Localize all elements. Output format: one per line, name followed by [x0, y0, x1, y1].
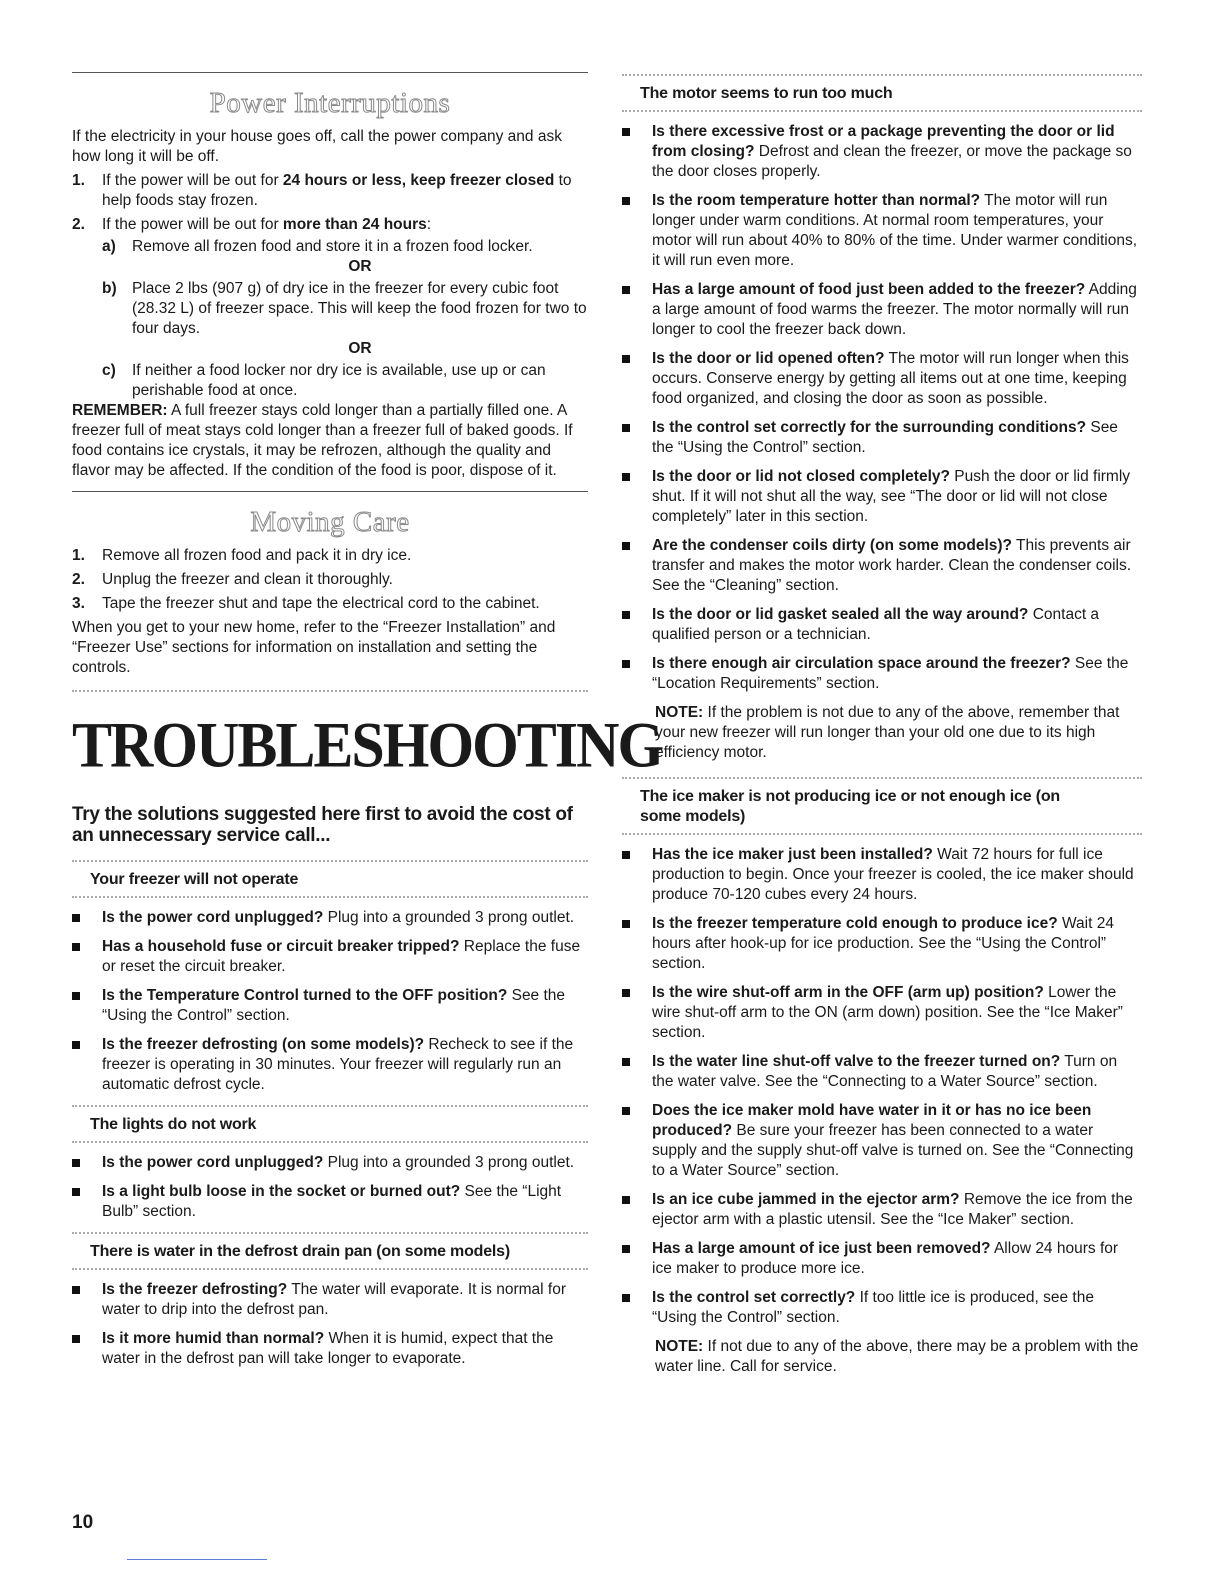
list-item: Is the control set correctly for the surrounding conditions? See the “Using the Control” section.: [622, 418, 1142, 458]
square-bullet-icon: [72, 943, 80, 951]
category-heading: The ice maker is not producing ice or not enough ice (on some models): [640, 788, 1060, 825]
list-item: Is the water line shut-off valve to the freezer turned on? Turn on the water valve. See the “Connecting to a Water Source” section.: [622, 1052, 1142, 1092]
category-items: [72, 1280, 588, 1369]
square-bullet-icon: [622, 473, 630, 481]
list-item: Is there enough air circulation space around the freezer? See the “Location Requirements” section.: [622, 654, 1142, 694]
square-bullet-icon: [72, 992, 80, 1000]
list-item: Is the power cord unplugged? Plug into a grounded 3 prong outlet.: [72, 1153, 588, 1173]
square-bullet-icon: [72, 914, 80, 922]
page-number: 10: [72, 1512, 94, 1533]
power-steps: [72, 171, 588, 235]
footer-line: [127, 1559, 267, 1560]
moving-step: 3. Tape the freezer shut and tape the electrical cord to the cabinet.: [72, 595, 540, 612]
square-bullet-icon: [72, 1188, 80, 1196]
list-item: Are the condenser coils dirty (on some models)? This prevents air transfer and makes the motor work harder. Clean the condenser coils. See the “Cleaning” section.: [622, 536, 1142, 596]
square-bullet-icon: [622, 355, 630, 363]
category-heading: The lights do not work: [90, 1116, 257, 1133]
power-substep-a: a) Remove all frozen food and store it in a frozen food locker.: [102, 238, 533, 255]
list-item: Is the door or lid not closed completely? Push the door or lid firmly shut. If it will not shut all the way, see “The door or lid will not close completely” later in this section.: [622, 467, 1142, 527]
category-rule: [72, 896, 588, 898]
list-item: Has a large amount of food just been added to the freezer? Adding a large amount of food warms the freezer. The motor normally will run longer to cool the freezer back down.: [622, 280, 1142, 340]
moving-steps: [72, 546, 588, 614]
category-heading: Your freezer will not operate: [90, 871, 299, 888]
power-substep-b: b) Place 2 lbs (907 g) of dry ice in the freezer for every cubic foot (28.32 L) of freezer space. This will keep the food frozen for two to four days.: [102, 280, 587, 337]
category-items: [622, 122, 1142, 694]
category-rule: [72, 1268, 588, 1270]
square-bullet-icon: [622, 1058, 630, 1066]
list-item: Is the wire shut-off arm in the OFF (arm up) position? Lower the wire shut-off arm to the ON (arm down) position. See the “Ice Maker” section.: [622, 983, 1142, 1043]
moving-outro: When you get to your new home, refer to the “Freezer Installation” and “Freezer Use” sections for information on installation and setting the controls.: [72, 619, 556, 676]
square-bullet-icon: [622, 1196, 630, 1204]
list-item: Has the ice maker just been installed? Wait 72 hours for full ice production to begin. Once your freezer is cooled, the ice maker should produce 70-120 cubes every 24 hours.: [622, 845, 1142, 905]
list-item: Is it more humid than normal? When it is humid, expect that the water in the defrost pan will take longer to evaporate.: [72, 1329, 588, 1369]
list-item: Is the power cord unplugged? Plug into a grounded 3 prong outlet.: [72, 908, 588, 928]
right-column: [622, 62, 1142, 1385]
square-bullet-icon: [622, 1107, 630, 1115]
power-step-2: 2. If the power will be out for more than 24 hours:: [72, 216, 432, 233]
square-bullet-icon: [72, 1335, 80, 1343]
square-bullet-icon: [622, 611, 630, 619]
square-bullet-icon: [622, 197, 630, 205]
square-bullet-icon: [622, 128, 630, 136]
power-intro: If the electricity in your house goes off, call the power company and ask how long it will be off.: [72, 128, 562, 165]
list-item: Has a large amount of ice just been removed? Allow 24 hours for ice maker to produce more ice.: [622, 1239, 1142, 1279]
section-divider: [72, 72, 588, 73]
list-item: Has a household fuse or circuit breaker tripped? Replace the fuse or reset the circuit breaker.: [72, 937, 588, 977]
square-bullet-icon: [622, 286, 630, 294]
list-item: Is the door or lid opened often? The motor will run longer when this occurs. Conserve energy by getting all items out at one time, keeping food organized, and closing the door as soon as possible.: [622, 349, 1142, 409]
section-divider: [72, 491, 588, 492]
list-item: Is there excessive frost or a package preventing the door or lid from closing? Defrost and clean the freezer, or move the package so the door closes properly.: [622, 122, 1142, 182]
remember-paragraph: REMEMBER: A full freezer stays cold longer than a partially filled one. A freezer full of meat stays cold longer than a freezer full of baked goods. If food contains ice crystals, it may be refrozen, although the quality and flavor may be affected. If the condition of the food is poor, dispose of it.: [72, 402, 573, 479]
troubleshooting-title: TROUBLESHOOTING: [72, 709, 663, 781]
power-interruptions-title: Power Interruptions: [209, 87, 451, 119]
left-column: [72, 62, 663, 1378]
category-rule: [72, 1141, 588, 1143]
note-paragraph: NOTE: If not due to any of the above, there may be a problem with the water line. Call for service.: [655, 1338, 1139, 1375]
list-item: Is the freezer defrosting? The water will evaporate. It is normal for water to drip into the defrost pan.: [72, 1280, 588, 1320]
category-items: [72, 908, 588, 1095]
troubleshooting-intro: Try the solutions suggested here first to avoid the cost of an unnecessary service call...: [72, 804, 573, 846]
or-separator: OR: [348, 258, 372, 275]
square-bullet-icon: [72, 1286, 80, 1294]
square-bullet-icon: [72, 1159, 80, 1167]
square-bullet-icon: [622, 542, 630, 550]
note-paragraph: NOTE: If the problem is not due to any of the above, remember that your new freezer will run longer than your old one due to its high efficiency motor.: [655, 704, 1120, 761]
section-divider: [72, 690, 588, 692]
moving-step: 1. Remove all frozen food and pack it in dry ice.: [72, 547, 412, 564]
category-rule: [622, 833, 1142, 835]
list-item: Does the ice maker mold have water in it or has no ice been produced? Be sure your freezer has been connected to a water supply and the supply shut-off valve is turned on. See the “Connecting to a Water Source” section.: [622, 1101, 1142, 1181]
category-heading: The motor seems to run too much: [640, 85, 893, 102]
list-item: Is a light bulb loose in the socket or burned out? See the “Light Bulb” section.: [72, 1182, 588, 1222]
list-item: Is the freezer defrosting (on some models)? Recheck to see if the freezer is operating in 30 minutes. Your freezer will regularly run an automatic defrost cycle.: [72, 1035, 588, 1095]
list-item: Is an ice cube jammed in the ejector arm? Remove the ice from the ejector arm with a plastic utensil. See the “Ice Maker” section.: [622, 1190, 1142, 1230]
power-substep-c: c) If neither a food locker nor dry ice is available, use up or can perishable food at once.: [102, 362, 546, 399]
power-step-1: 1. If the power will be out for 24 hours or less, keep freezer closed to help foods stay frozen.: [72, 172, 572, 209]
category-items: [72, 1153, 588, 1222]
moving-step: 2. Unplug the freezer and clean it thoroughly.: [72, 571, 393, 588]
square-bullet-icon: [72, 1041, 80, 1049]
square-bullet-icon: [622, 920, 630, 928]
or-separator: OR: [348, 340, 372, 357]
square-bullet-icon: [622, 424, 630, 432]
list-item: Is the freezer temperature cold enough to produce ice? Wait 24 hours after hook-up for ice production. See the “Using the Control” section.: [622, 914, 1142, 974]
category-rule: [622, 110, 1142, 112]
category-heading: There is water in the defrost drain pan (on some models): [90, 1243, 510, 1260]
category-items: [622, 845, 1142, 1328]
square-bullet-icon: [622, 1245, 630, 1253]
square-bullet-icon: [622, 851, 630, 859]
moving-care-title: Moving Care: [250, 506, 410, 538]
list-item: Is the Temperature Control turned to the OFF position? See the “Using the Control” section.: [72, 986, 588, 1026]
list-item: Is the room temperature hotter than normal? The motor will run longer under warm conditions. At normal room temperatures, your motor will run about 40% to 80% of the time. Under warmer conditions, it will run even more.: [622, 191, 1142, 271]
list-item: Is the door or lid gasket sealed all the way around? Contact a qualified person or a technician.: [622, 605, 1142, 645]
square-bullet-icon: [622, 660, 630, 668]
list-item: Is the control set correctly? If too little ice is produced, see the “Using the Control” section.: [622, 1288, 1142, 1328]
square-bullet-icon: [622, 989, 630, 997]
square-bullet-icon: [622, 1294, 630, 1302]
